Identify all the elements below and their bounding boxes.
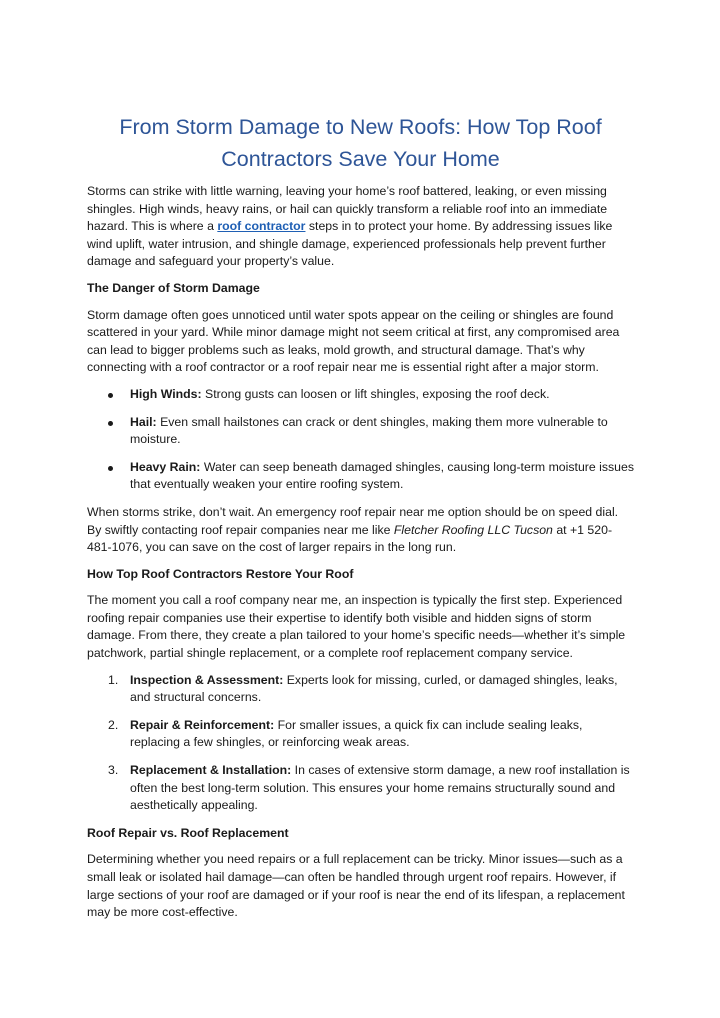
storm-damage-bullet-list [87, 386, 634, 494]
restore-steps-list [87, 672, 634, 815]
bullet-text: Water can seep beneath damaged shingles, causing long-term moisture issues that eventually weaken your entire roofing system. [130, 459, 634, 492]
intro-paragraph [87, 183, 634, 271]
step-text: Experts look for missing, curled, or damaged shingles, leaks, and structural concerns. [130, 672, 618, 705]
list-item [87, 386, 634, 404]
emergency-paragraph [87, 504, 634, 557]
step-number: 3. [108, 763, 119, 778]
list-item [87, 762, 634, 815]
storm-damage-paragraph: Storm damage often goes unnoticed until water spots appear on the ceiling or shingles are found scattered in your yard. While minor damage might not seem critical at first, any compromised area can lead to bigger problems such as leaks, mold growth, and structural damage. That’s why connecting with a roof contractor or a roof repair near me is essential right after a major storm. [87, 307, 620, 375]
step-label: Replacement & Installation: [130, 763, 292, 778]
emergency-text-start: When storms strike, don’t wait. An emergency roof repair near me option should be on speed dial. By swiftly contacting roof repair companies near me like [87, 504, 619, 537]
bullet-label: Hail: [130, 414, 157, 429]
bullet-label: High Winds: [130, 386, 202, 401]
section-heading-repair-vs-replacement: Roof Repair vs. Roof Replacement [87, 825, 289, 840]
page-title: From Storm Damage to New Roofs: How Top Roof Contractors Save Your Home [119, 115, 602, 171]
list-item [87, 672, 634, 707]
bullet-label: Heavy Rain: [130, 459, 201, 474]
repair-vs-replacement-paragraph: Determining whether you need repairs or a full replacement can be tricky. Minor issues—such as a small leak or isolated hail damage—can often be handled through urgent roof repairs. However, if large sections of your roof are damaged or if your roof is near the end of its lifespan, a replacement may be more cost-effective. [87, 852, 625, 920]
step-number: 2. [108, 717, 119, 732]
section-heading-restore: How Top Roof Contractors Restore Your Roof [87, 566, 354, 581]
list-item [87, 459, 634, 494]
intro-text-start: Storms can strike with little warning, leaving your home’s roof battered, leaking, or even missing shingles. High winds, heavy rains, or hail can quickly transform a reliable roof into an immediate hazard. This is where a [87, 184, 608, 234]
bullet-text: Strong gusts can loosen or lift shingles, exposing the roof deck. [201, 386, 550, 401]
step-number: 1. [108, 672, 119, 687]
emergency-text-end: at +1 520-481-1076, you can save on the cost of larger repairs in the long run. [87, 522, 613, 555]
step-label: Repair & Reinforcement: [130, 717, 275, 732]
list-item [87, 414, 634, 449]
intro-text-end: steps in to protect your home. By addressing issues like wind uplift, water intrusion, and shingle damage, experienced professionals help prevent further damage and safeguard your property’s value. [87, 219, 613, 269]
bullet-text: Even small hailstones can crack or dent shingles, making them more vulnerable to moisture. [130, 414, 608, 447]
step-label: Inspection & Assessment: [130, 672, 284, 687]
list-item [87, 717, 634, 752]
roof-contractor-link[interactable]: roof contractor [217, 219, 306, 234]
step-text: For smaller issues, a quick fix can include sealing leaks, replacing a few shingles, or reinforcing weak areas. [130, 717, 583, 750]
restore-paragraph: The moment you call a roof company near me, an inspection is typically the first step. Experienced roofing repair companies use their expertise to identify both visible and hidden signs of storm damage. From there, they create a plan tailored to your home’s specific needs—whether it’s simple patchwork, partial shingle replacement, or a complete roof replacement company service. [87, 593, 626, 661]
step-text: In cases of extensive storm damage, a new roof installation is often the best long-term solution. This ensures your home remains structurally sound and aesthetically appealing. [130, 763, 630, 813]
company-name: Fletcher Roofing LLC Tucson [393, 522, 553, 537]
section-heading-storm-damage: The Danger of Storm Damage [87, 280, 260, 295]
